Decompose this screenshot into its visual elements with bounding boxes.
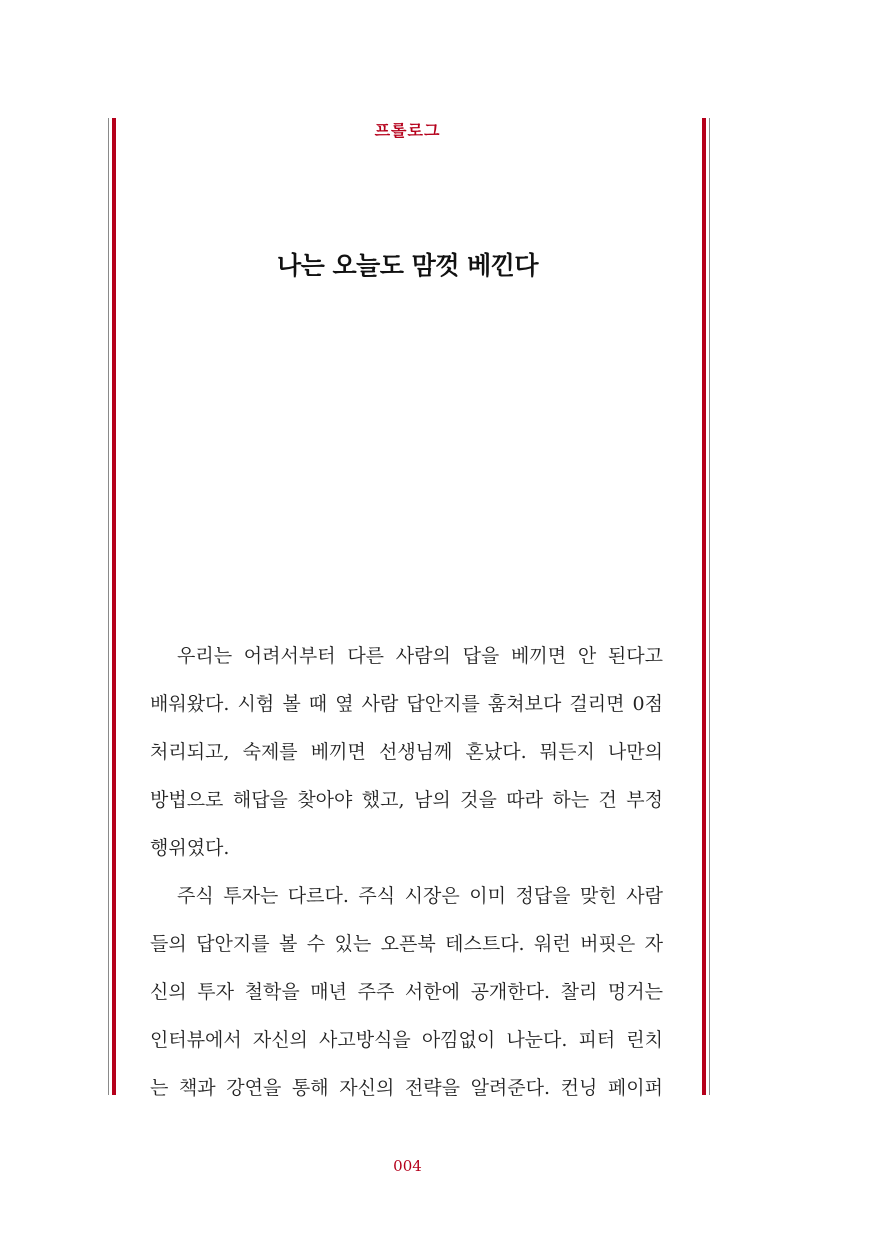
paragraph-2-line-3: 신의 투자 철학을 매년 주주 서한에 공개한다. 찰리 멍거는 [150,981,663,1003]
paragraph-1-line-4: 방법으로 해답을 찾아야 했고, 남의 것을 따라 하는 건 부정 [150,789,663,811]
paragraph-2-line-2: 들의 답안지를 볼 수 있는 오픈북 테스트다. 워런 버핏은 자 [150,933,663,955]
paragraph-1-line-5: 행위였다. [150,837,230,859]
paragraph-2-line-5: 는 책과 강연을 통해 자신의 전략을 알려준다. 컨닝 페이퍼 [150,1077,663,1099]
chapter-title: 나는 오늘도 맘껏 베낀다 [276,251,539,280]
page-number: 004 [393,1157,422,1175]
paragraph-1-line-3: 처리되고, 숙제를 베끼면 선생님께 혼났다. 뭐든지 나만의 [150,741,663,763]
paragraph-1-line-1: 우리는 어려서부터 다른 사람의 답을 베끼면 안 된다고 [177,645,663,667]
running-head: 프롤로그 [374,121,441,140]
paragraph-1-line-2: 배워왔다. 시험 볼 때 옆 사람 답안지를 훔쳐보다 걸리면 0점 [150,693,663,715]
paragraph-2-line-1: 주식 투자는 다르다. 주식 시장은 이미 정답을 맞힌 사람 [177,885,663,907]
paragraph-2-line-4: 인터뷰에서 자신의 사고방식을 아낌없이 나눈다. 피터 린치 [150,1029,663,1051]
body-text [150,636,663,1116]
